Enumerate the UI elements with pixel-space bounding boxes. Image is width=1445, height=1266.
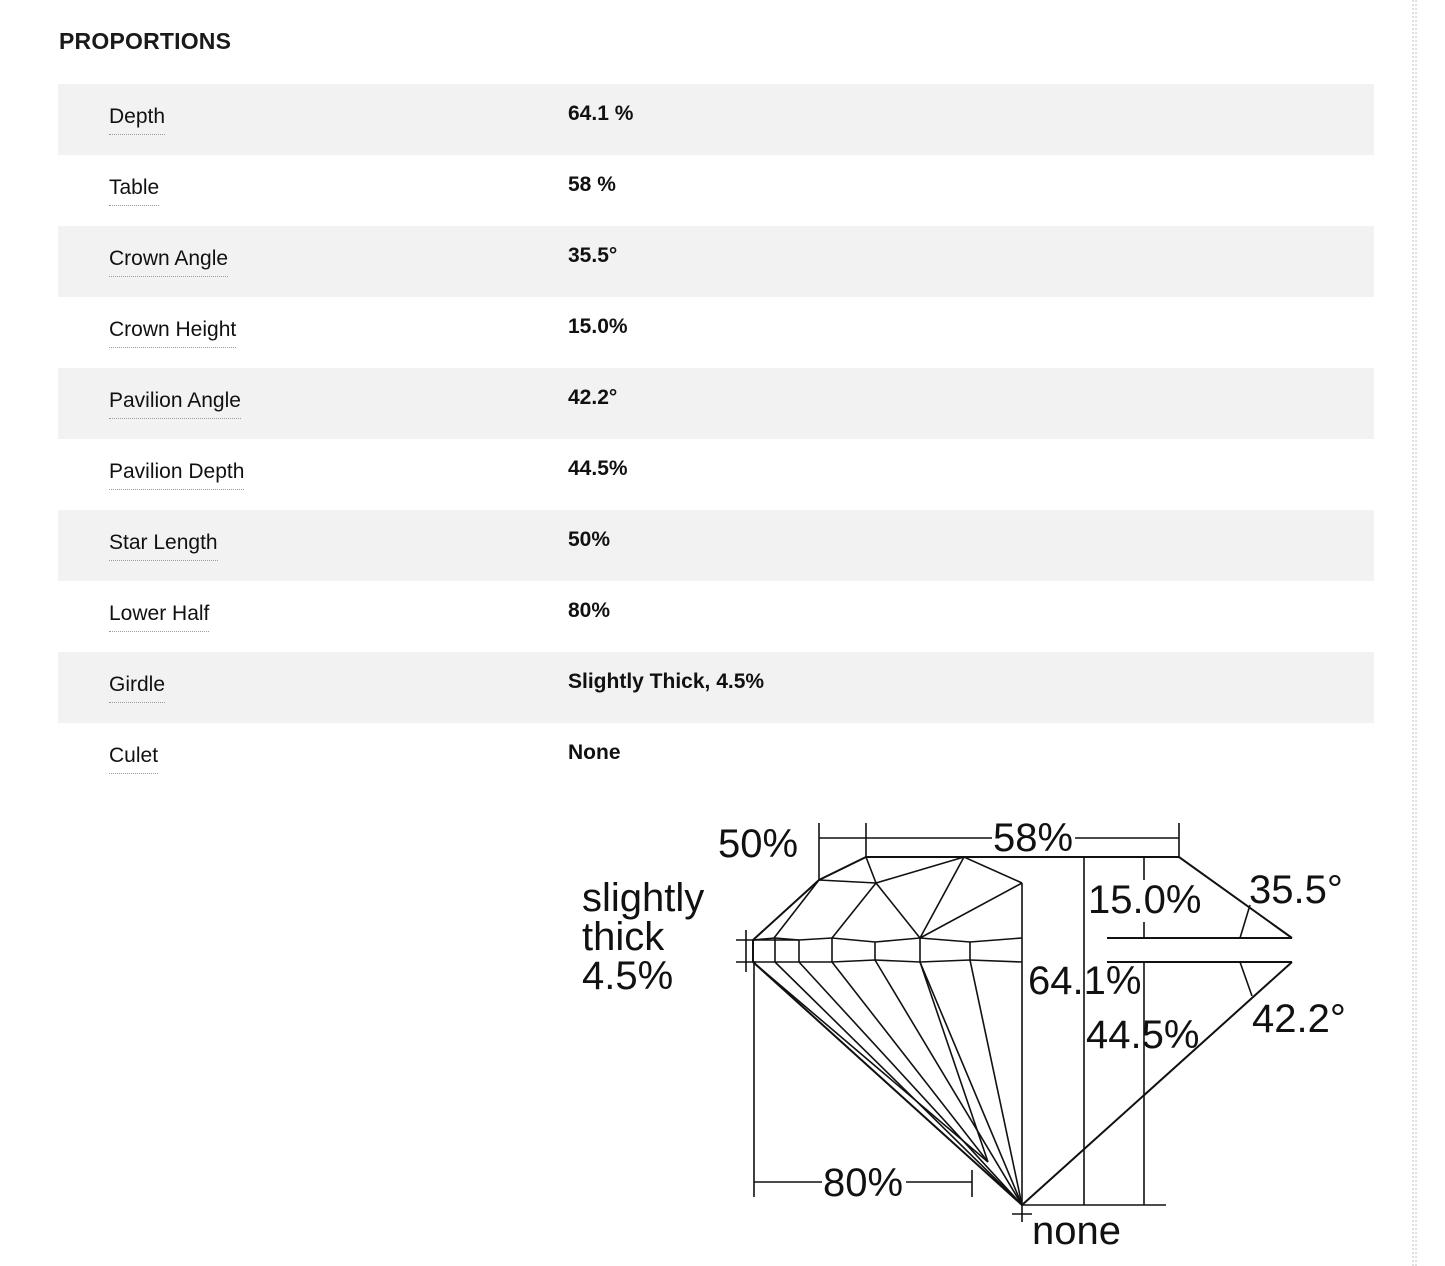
diagram-table: 58%	[993, 816, 1074, 860]
girdle-value: Slightly Thick, 4.5%	[568, 670, 765, 693]
star-length-label[interactable]: Star Length	[109, 531, 218, 561]
section-title: PROPORTIONS	[59, 28, 232, 54]
pavilion-depth-label[interactable]: Pavilion Depth	[109, 460, 244, 490]
lower-half-value: 80%	[568, 599, 611, 622]
pavilion-depth-value: 44.5%	[568, 457, 628, 480]
pavilion-angle-value: 42.2°	[568, 386, 618, 409]
crown-height-label[interactable]: Crown Height	[109, 318, 236, 348]
diagram-crown-angle: 35.5°	[1249, 868, 1343, 912]
diagram-culet: none	[1032, 1209, 1121, 1253]
diagram-crown-height: 15.0%	[1088, 878, 1202, 922]
diagram-star-length: 50%	[718, 822, 799, 866]
culet-value: None	[568, 741, 621, 764]
crown-angle-value: 35.5°	[568, 244, 618, 267]
girdle-label[interactable]: Girdle	[109, 673, 165, 703]
diagram-pavilion-depth: 44.5%	[1086, 1013, 1200, 1057]
lower-half-label[interactable]: Lower Half	[109, 602, 209, 632]
culet-label[interactable]: Culet	[109, 744, 158, 774]
pavilion-angle-label[interactable]: Pavilion Angle	[109, 389, 241, 419]
diagram-girdle-line2: thick	[582, 915, 665, 959]
diagram-girdle-line1: slightly	[582, 876, 705, 920]
diagram-total-depth: 64.1%	[1028, 959, 1142, 1003]
crown-angle-label[interactable]: Crown Angle	[109, 247, 228, 277]
depth-label[interactable]: Depth	[109, 105, 165, 135]
crown-height-value: 15.0%	[568, 315, 628, 338]
table-value: 58 %	[568, 173, 616, 196]
diagram-pavilion-angle: 42.2°	[1252, 997, 1346, 1041]
depth-value: 64.1 %	[568, 102, 634, 125]
diagram-girdle-line3: 4.5%	[582, 954, 674, 998]
star-length-value: 50%	[568, 528, 611, 551]
diagram-lower-half: 80%	[823, 1161, 904, 1205]
table-label[interactable]: Table	[109, 176, 159, 206]
